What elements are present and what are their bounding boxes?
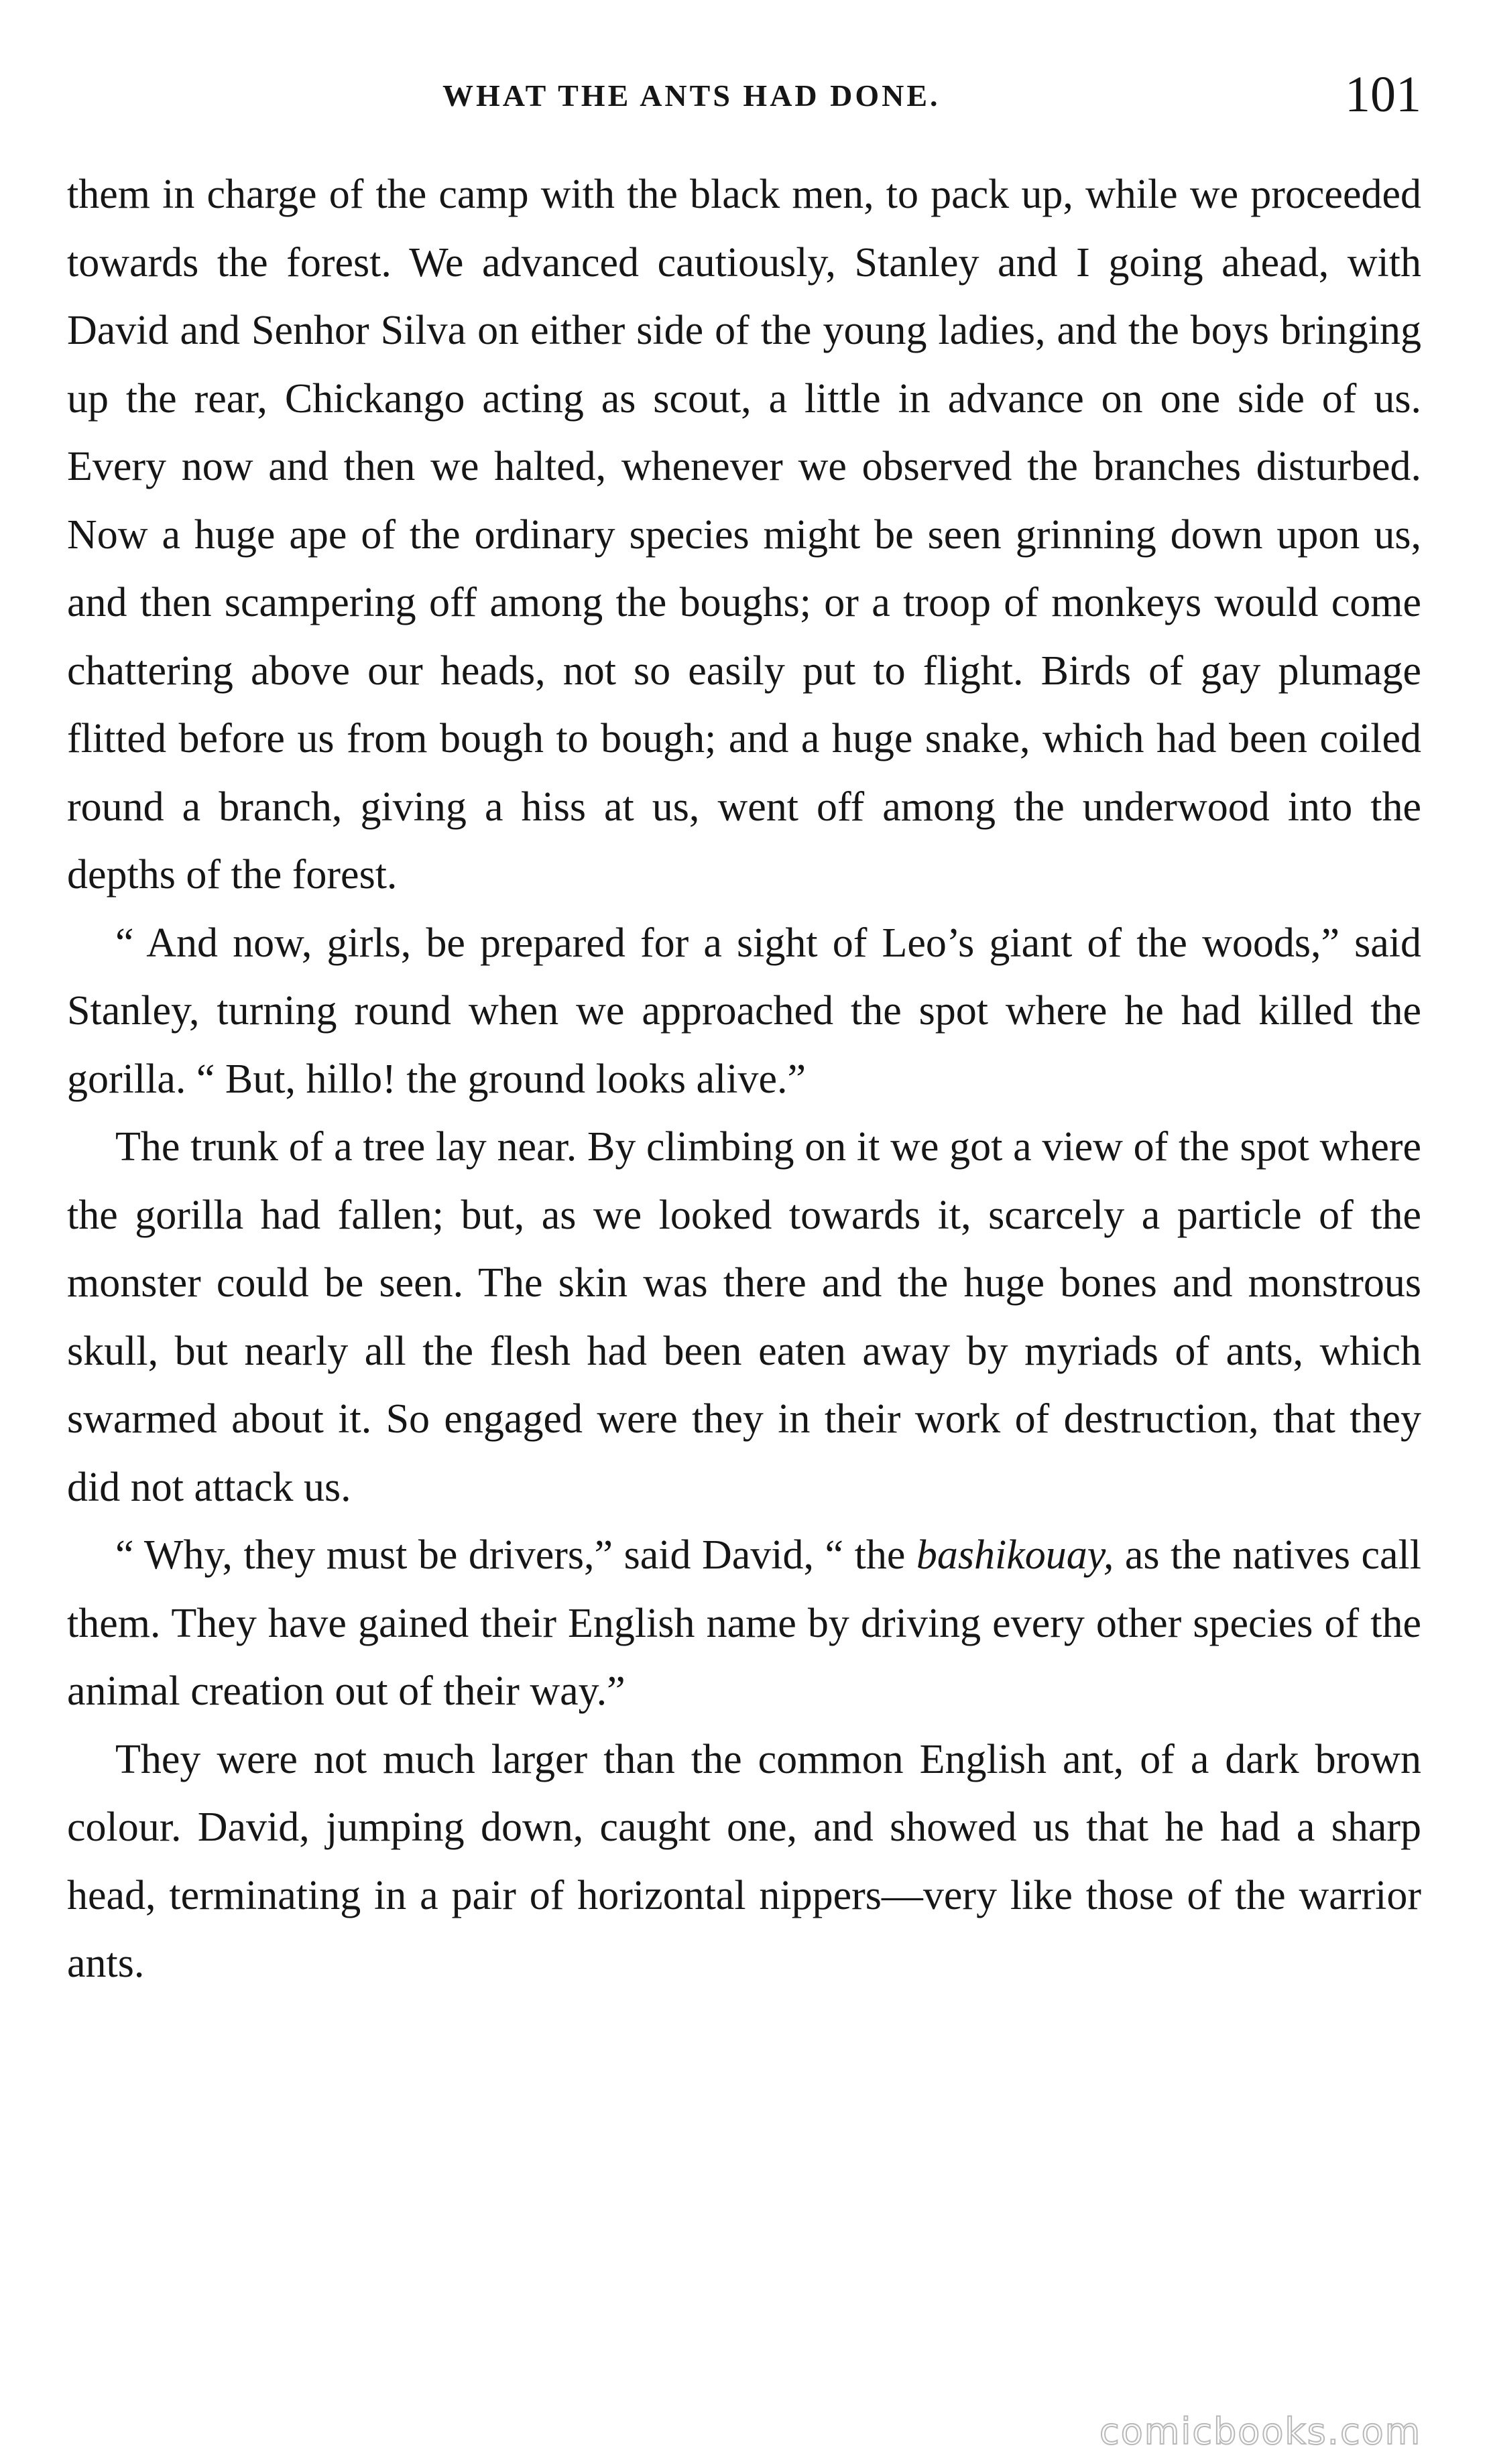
running-title: WHAT THE ANTS HAD DONE.: [442, 78, 941, 113]
watermark-logo: comicbooks.com: [1099, 2410, 1422, 2453]
paragraph-continued: them in charge of the camp with the black men, to pack up, while we proceeded towards the forest. We advanced cautiously, Stanley and I going ahead, with David and Senhor Silva on either side of the young ladies, and the boys bringing up the rear, Chickango acting as scout, a little in advance on one side of us. Every now and then we halted, whenever we observed the branches disturbed. Now a huge ape of the ordinary species might be seen grinning down upon us, and then scampering off among the boughs; or a troop of monkeys would come chattering above our heads, not so easily put to flight. Birds of gay plumage flitted before us from bough to bough; and a huge snake, which had been coiled round a branch, giving a hiss at us, went off among the underwood into the depths of the forest.: [67, 172, 1421, 898]
italic-term-bashikouay: bashikouay,: [916, 1532, 1114, 1578]
paragraph-david-drivers: [67, 1522, 1421, 1726]
paragraph-david-drivers-after: as the natives call them. They have gained their English name by driving every other species of the animal creation out of their way.”: [67, 1532, 1421, 1714]
page-number: 101: [1345, 66, 1421, 123]
paragraph-ant-description: They were not much larger than the common English ant, of a dark brown colour. David, jumping down, caught one, and showed us that he had a sharp head, terminating in a pair of horizontal nippers—very like those of the warrior ants.: [67, 1736, 1421, 1986]
paragraph-tree-trunk: The trunk of a tree lay near. By climbing on it we got a view of the spot where the gorilla had fallen; but, as we looked towards it, scarcely a particle of the monster could be seen. The skin was there and the huge bones and monstrous skull, but nearly all the flesh had been eaten away by myriads of ants, which swarmed about it. So engaged were they in their work of destruction, that they did not attack us.: [67, 1124, 1421, 1510]
paragraph-stanley-speech: “ And now, girls, be prepared for a sight of Leo’s giant of the woods,” said Stanley, turning round when we approached the spot where he had killed the gorilla. “ But, hillo! the ground looks alive.”: [67, 920, 1421, 1102]
running-head: [67, 66, 1421, 123]
body-text: [67, 161, 1421, 1998]
paragraph-david-drivers-before: “ Why, they must be drivers,” said David, “ the: [115, 1532, 916, 1578]
